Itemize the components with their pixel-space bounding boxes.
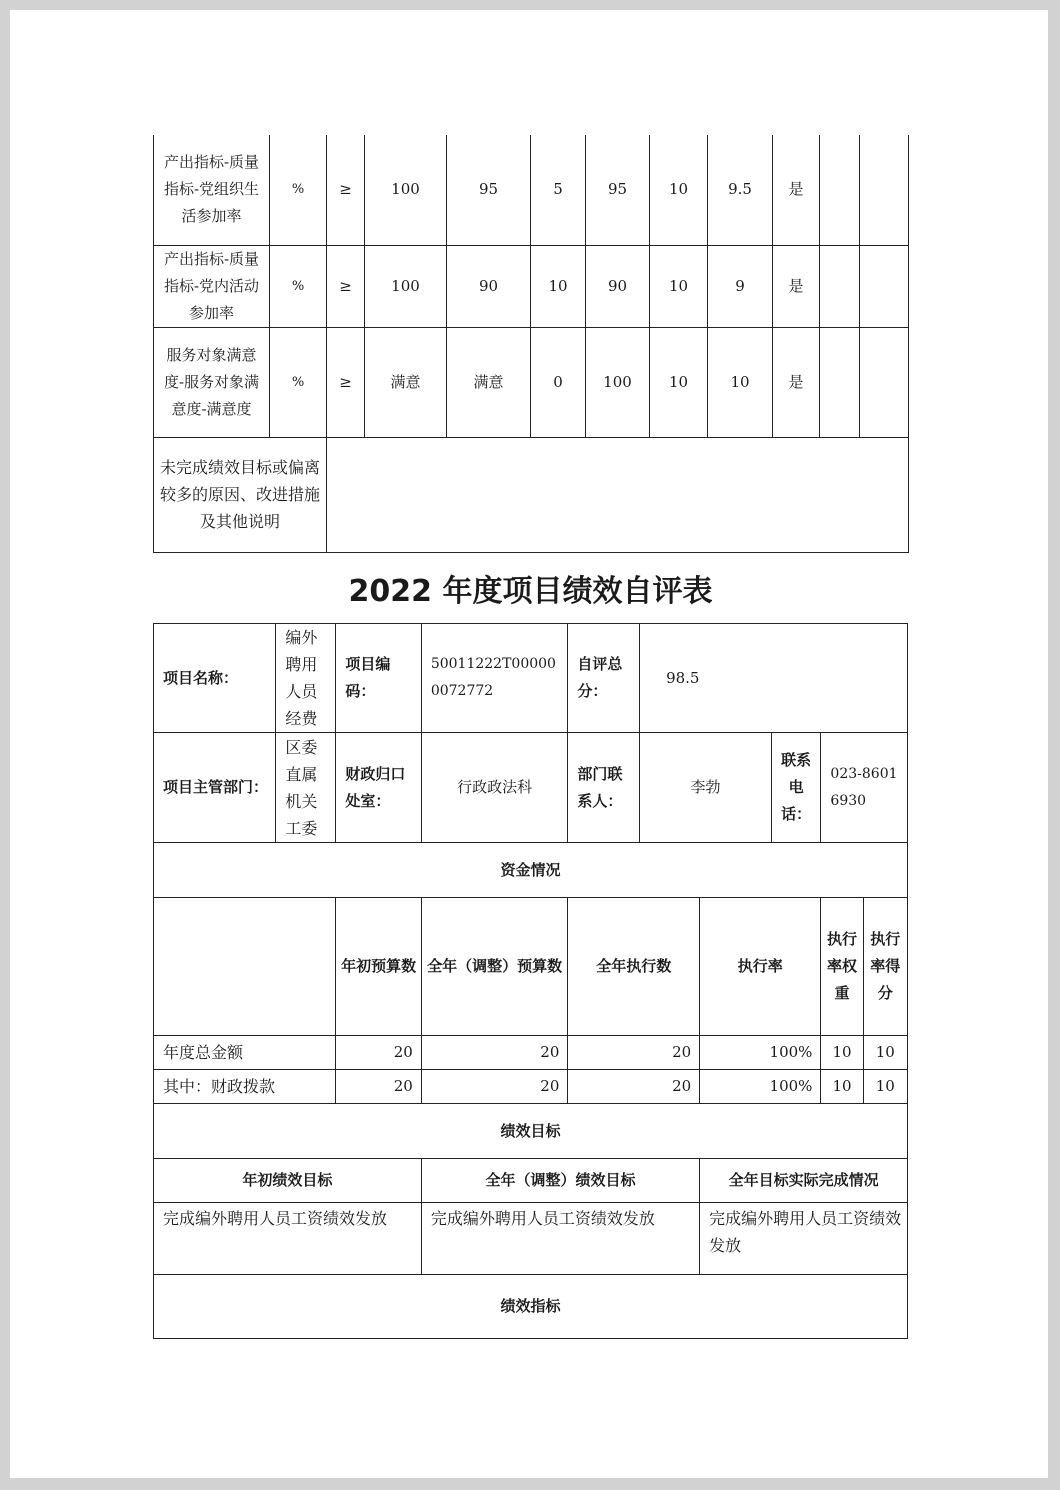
funds-initial: 20 (336, 1070, 421, 1104)
funds-section-title: 资金情况 (154, 843, 908, 898)
notes-row (154, 437, 909, 552)
project-row-1 (154, 624, 908, 733)
funds-header-weight: 执行率权重 (821, 898, 863, 1036)
funds-score: 10 (863, 1070, 907, 1104)
goals-actual-value: 完成编外聘用人员工资绩效发放 (700, 1203, 908, 1275)
goals-initial-value: 完成编外聘用人员工资绩效发放 (154, 1203, 422, 1275)
funds-weight: 10 (821, 1036, 863, 1070)
score-total-value: 98.5 (640, 624, 908, 733)
funds-executed: 20 (568, 1036, 700, 1070)
indicator-completed: 是 (773, 327, 820, 437)
project-name-value: 编外聘用人员经费 (276, 624, 336, 733)
indicators-section-title: 绩效指标 (154, 1275, 908, 1339)
goals-header-adjusted: 全年（调整）绩效目标 (421, 1159, 699, 1203)
indicators-section-row (154, 1275, 908, 1339)
goals-header-actual: 全年目标实际完成情况 (700, 1159, 908, 1203)
indicator-actual: 90 (447, 245, 531, 327)
indicator-blank (820, 135, 860, 245)
indicator-unit: % (270, 135, 327, 245)
indicator-deviation: 5 (531, 135, 586, 245)
project-name-label: 项目名称： (154, 624, 276, 733)
indicator-deviation: 0 (531, 327, 586, 437)
funds-score: 10 (863, 1036, 907, 1070)
page-title: 2022 年度项目绩效自评表 (348, 574, 713, 609)
goals-adjusted-value: 完成编外聘用人员工资绩效发放 (421, 1203, 699, 1275)
project-code-label: 项目编码： (336, 624, 421, 733)
funds-row-label: 年度总金额 (154, 1036, 336, 1070)
indicator-blank (860, 245, 909, 327)
document-page (10, 10, 1048, 1478)
indicator-blank (820, 327, 860, 437)
indicator-table-continued (153, 135, 909, 553)
indicator-operator: ≥ (327, 135, 365, 245)
indicator-target: 满意 (365, 327, 447, 437)
indicator-operator: ≥ (327, 245, 365, 327)
funds-header-adjusted: 全年（调整）预算数 (421, 898, 568, 1036)
finance-office-label: 财政归口处室： (336, 733, 421, 843)
project-row-2 (154, 733, 908, 843)
indicator-target: 100 (365, 245, 447, 327)
funds-rate: 100% (700, 1070, 821, 1104)
indicator-weight: 10 (650, 327, 708, 437)
indicator-target: 100 (365, 135, 447, 245)
notes-label: 未完成绩效目标或偏离较多的原因、改进措施及其他说明 (154, 437, 327, 552)
goals-header-initial: 年初绩效目标 (154, 1159, 422, 1203)
department-value: 区委直属机关工委 (276, 733, 336, 843)
indicator-unit: % (270, 327, 327, 437)
funds-executed: 20 (568, 1070, 700, 1104)
funds-weight: 10 (821, 1070, 863, 1104)
indicator-rate: 90 (586, 245, 650, 327)
indicator-completed: 是 (773, 245, 820, 327)
indicator-blank (820, 245, 860, 327)
indicator-unit: % (270, 245, 327, 327)
indicator-deviation: 10 (531, 245, 586, 327)
funds-row (154, 1036, 908, 1070)
contact-value: 李勃 (640, 733, 772, 843)
indicator-blank (860, 135, 909, 245)
score-total-label: 自评总分： (568, 624, 640, 733)
funds-header-score: 执行率得分 (863, 898, 907, 1036)
indicator-name: 产出指标-质量指标-党组织生活参加率 (154, 135, 270, 245)
indicator-operator: ≥ (327, 327, 365, 437)
indicator-row (154, 135, 909, 245)
funds-header-rate: 执行率 (700, 898, 821, 1036)
indicator-blank (860, 327, 909, 437)
funds-initial: 20 (336, 1036, 421, 1070)
funds-header-executed: 全年执行数 (568, 898, 700, 1036)
indicator-rate: 95 (586, 135, 650, 245)
indicator-weight: 10 (650, 135, 708, 245)
department-label: 项目主管部门： (154, 733, 276, 843)
indicator-actual: 满意 (447, 327, 531, 437)
indicator-score: 10 (708, 327, 773, 437)
indicator-score: 9.5 (708, 135, 773, 245)
indicator-rate: 100 (586, 327, 650, 437)
indicator-row (154, 245, 909, 327)
notes-value (327, 437, 909, 552)
finance-office-value: 行政政法科 (421, 733, 568, 843)
funds-header-initial: 年初预算数 (336, 898, 421, 1036)
funds-header-blank (154, 898, 336, 1036)
contact-label: 部门联系人： (568, 733, 640, 843)
funds-row-label: 其中：财政拨款 (154, 1070, 336, 1104)
funds-section-row (154, 843, 908, 898)
indicator-completed: 是 (773, 135, 820, 245)
indicator-name: 产出指标-质量指标-党内活动参加率 (154, 245, 270, 327)
funds-adjusted: 20 (421, 1070, 568, 1104)
self-evaluation-table (153, 623, 908, 1339)
project-code-value: 50011222T000000072772 (421, 624, 568, 733)
indicator-score: 9 (708, 245, 773, 327)
funds-row (154, 1070, 908, 1104)
funds-header-row (154, 898, 908, 1036)
goals-section-title: 绩效目标 (154, 1104, 908, 1159)
funds-rate: 100% (700, 1036, 821, 1070)
indicator-row (154, 327, 909, 437)
indicator-actual: 95 (447, 135, 531, 245)
phone-value: 023-86016930 (821, 733, 908, 843)
goals-value-row (154, 1203, 908, 1275)
indicator-name: 服务对象满意度-服务对象满意度-满意度 (154, 327, 270, 437)
goals-header-row (154, 1159, 908, 1203)
goals-section-row (154, 1104, 908, 1159)
phone-label: 联系电话： (771, 733, 821, 843)
funds-adjusted: 20 (421, 1036, 568, 1070)
indicator-weight: 10 (650, 245, 708, 327)
